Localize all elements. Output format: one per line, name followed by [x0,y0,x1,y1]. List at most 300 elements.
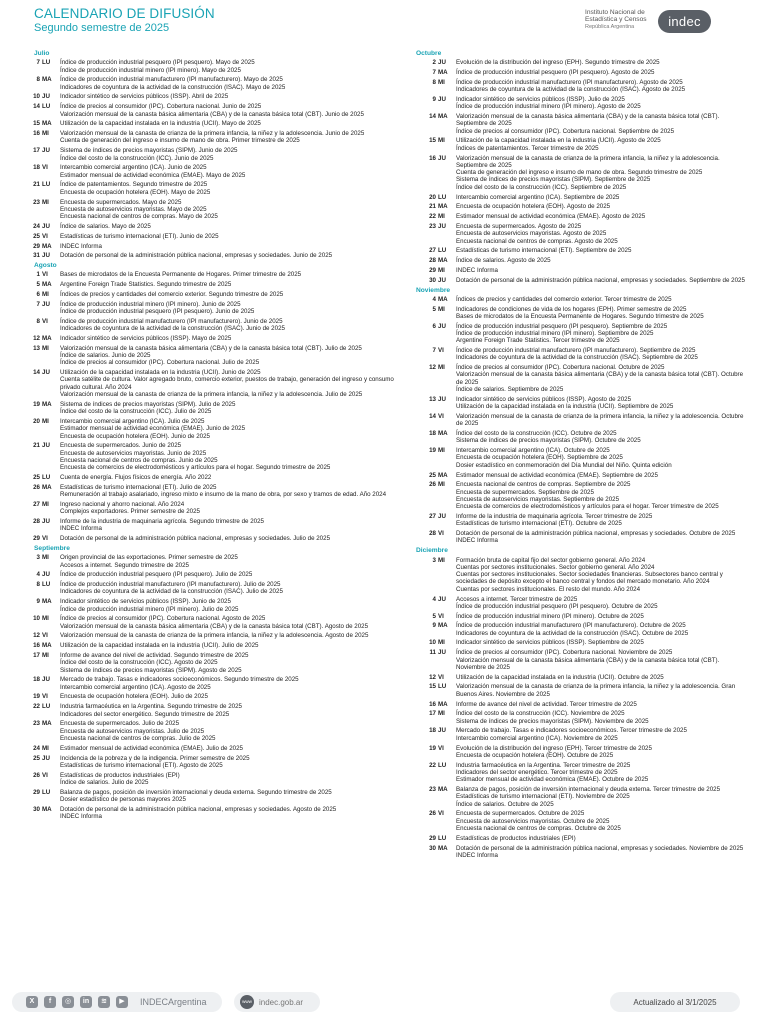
publication-item: Índice del costo de la construcción (ICC). Octubre de 2025 [456,430,617,438]
weekday: MA [42,720,52,728]
day-number: 23 [33,720,40,728]
calendar-entry [18,401,400,416]
publication-item: Valorización mensual de la canasta básica alimentaria (CBA) y de la canasta básica total (CBT). Octubre de 2025 [456,371,744,386]
entry-date [404,347,456,362]
weekday: JU [438,595,446,603]
publication-item: Indicador sintético de servicios públicos (ISSP). Junio de 2025 [60,598,231,606]
weekday: JU [438,154,446,162]
publication-item: Encuesta de ocupación hotelera (EOH). Julio de 2025 [60,693,208,701]
day-number: 19 [429,447,436,455]
entry-date [404,710,456,725]
spotify-icon[interactable]: ≋ [98,996,110,1008]
calendar-right-column [404,48,750,862]
publication-item: Encuesta de autoservicios mayoristas. Septiembre de 2025 [456,495,620,503]
publication-item: Índice de producción industrial minero (IPI minero). Septiembre de 2025 [456,330,654,337]
weekday: MI [42,500,49,508]
publication-item: Índice del costo de la construcción (ICC). Junio de 2025 [60,154,214,162]
page-title: CALENDARIO DE DIFUSIÓN [34,6,215,21]
day-number: 29 [33,242,40,250]
publication-item: Estadísticas de turismo internacional (ETI). Agosto de 2025 [60,761,223,769]
entry-publications [456,430,750,445]
weekday: VI [438,347,444,355]
calendar-entry [18,164,400,179]
entry-publications [456,267,750,274]
calendar-entry [18,501,400,516]
weekday: LU [438,761,447,769]
publication-item: Indicadores de coyuntura de la actividad de la construcción (ISAC). Agosto de 2025 [456,86,686,94]
day-number: 23 [33,198,40,206]
weekday: MI [438,710,445,718]
day-number: 19 [33,693,40,701]
calendar-entry [18,518,400,533]
entry-date [18,720,60,742]
calendar-entry [404,481,750,510]
entry-date [18,252,60,259]
month-heading: Agosto [34,262,57,270]
publication-item: Dosier estadístico en conmemoración del Día Mundial del Niño. Quinta edición [456,461,672,469]
entry-publications [60,693,400,700]
publication-item: Sistema de índices de precios mayoristas (SIPM). Agosto de 2025 [60,666,242,674]
weekday: MI [438,213,445,221]
entry-publications [456,223,750,245]
entry-date [18,335,60,342]
day-number: 11 [429,649,436,657]
weekday: MA [438,622,448,630]
entry-publications [60,291,400,298]
publication-item: Encuesta nacional de centros de compras. Julio de 2025 [60,734,216,742]
day-number: 3 [432,556,436,564]
entry-date [18,501,60,516]
publication-item: Índices de precios y cantidades del comercio exterior. Tercer trimestre de 2025 [456,295,672,303]
publication-item: Cuentas por sectores institucionales. Sector gobierno general. Año 2024 [456,563,655,571]
calendar-entry [18,789,400,804]
day-number: 6 [432,322,436,330]
calendar-entry [18,571,400,578]
day-number: 27 [429,247,436,255]
entry-publications [60,147,400,162]
weekday: JU [42,222,50,230]
publication-item: Mercado de trabajo. Tasas e indicadores socioeconómicos. Segundo trimestre de 2025 [60,676,299,684]
publication-item: Balanza de pagos, posición de inversión internacional y deuda externa. Tercer trimestre de 2025 [456,786,721,794]
website-url[interactable]: indec.gob.ar [259,997,304,1007]
entry-publications [456,257,750,264]
publication-item: Accesos a internet. Segundo trimestre de 2025 [60,561,189,569]
website-link[interactable] [234,992,320,1012]
publication-item: Índice de salarios. Junio de 2025 [60,352,151,360]
calendar-entry [404,710,750,725]
entry-publications [456,835,750,842]
entry-publications [60,418,400,440]
entry-date [404,277,456,284]
day-number: 8 [36,76,40,84]
entry-publications [456,762,750,784]
entry-publications [456,203,750,210]
entry-publications [60,772,400,787]
publication-item: Intercambio comercial argentino (ICA). Junio de 2025 [60,164,207,172]
day-number: 26 [429,810,436,818]
weekday: MI [42,198,49,206]
publication-item: Informe de avance del nivel de actividad. Tercer trimestre de 2025 [456,700,637,708]
calendar-entry [404,845,750,860]
weekday: MA [42,805,52,813]
entry-date [18,745,60,752]
publication-item: Índice de salarios. Agosto de 2025 [456,257,551,265]
entry-date [18,755,60,770]
day-number: 8 [36,581,40,589]
weekday: MI [42,744,49,752]
institution-name [585,9,665,31]
publication-item: Encuesta de autoservicios mayoristas. Julio de 2025 [60,727,205,735]
day-number: 5 [36,281,40,289]
entry-date [18,571,60,578]
weekday: MI [438,137,445,145]
weekday: MA [42,483,52,491]
weekday: MI [438,556,445,564]
publication-item: Índice de producción industrial pesquero (IPI pesquero). Mayo de 2025 [60,59,255,67]
entry-date [18,676,60,691]
entry-publications [456,622,750,637]
calendar-entry [18,554,400,569]
calendar-entry [404,701,750,708]
calendar-entry [18,103,400,118]
publication-item: Valorización mensual de la canasta básica alimentaria (CBA) y de la canasta básica total (CBT). Agosto de 2025 [60,622,369,630]
publication-item: Encuesta de ocupación hotelera (EOH). Mayo de 2025 [60,188,211,196]
publication-item: Industria farmacéutica en la Argentina. Tercer trimestre de 2025 [456,761,631,769]
entry-publications [456,810,750,832]
entry-publications [456,557,750,593]
publication-item: Sistema de índices de precios mayoristas (SIPM). Septiembre de 2025 [456,176,651,184]
publication-item: Encuesta nacional de centros de compras. Agosto de 2025 [456,237,618,245]
weekday: MI [42,651,49,659]
publication-item: Intercambio comercial argentino (ICA). Septiembre de 2025 [456,193,620,201]
weekday: LU [42,103,51,111]
publication-item: Indicadores de coyuntura de la actividad de la construcción (ISAC). Julio de 2025 [60,588,283,596]
day-number: 18 [33,676,40,684]
publication-item: Encuesta de comercios de electrodomésticos y artículos para el hogar. Tercer trimestre de 2025 [456,503,719,511]
day-number: 16 [33,130,40,138]
calendar-entry [18,120,400,127]
entry-date [404,213,456,220]
weekday: VI [42,771,48,779]
publication-item: INDEC Informa [456,266,498,274]
weekday: VI [42,535,48,543]
day-number: 28 [429,530,436,538]
entry-publications [456,277,750,284]
entry-date [18,369,60,398]
entry-publications [60,76,400,91]
entry-date [18,103,60,118]
entry-date [404,810,456,832]
weekday: JU [42,93,50,101]
calendar-entry [404,347,750,362]
publication-item: Informe de avance del nivel de actividad. Segundo trimestre de 2025 [60,651,249,659]
entry-date [404,137,456,152]
day-number: 17 [33,147,40,155]
publication-item: Indicador sintético de servicios públicos (ISSP). Mayo de 2025 [60,335,232,342]
calendar-entry [18,632,400,639]
weekday: LU [42,474,51,482]
calendar-entry [404,257,750,264]
month-heading: Noviembre [416,286,451,294]
entry-publications [60,703,400,718]
calendar-entry [18,301,400,316]
entry-date [404,247,456,254]
calendar-entry [404,674,750,681]
calendar-entry [404,683,750,698]
calendar-entry [18,676,400,691]
weekday: LU [438,193,447,201]
entry-date [18,401,60,416]
entry-date [18,615,60,630]
publication-item: Indicadores del sector energético. Tercer trimestre de 2025 [456,768,618,776]
weekday: JU [42,442,50,450]
weekday: VI [438,612,444,620]
day-number: 5 [432,305,436,313]
calendar-entry [404,296,750,303]
publication-item: Valorización mensual de la canasta básica alimentaria (CBA) y de la canasta básica total (CBT). Junio de 2025 [60,110,364,118]
entry-date [404,701,456,708]
publication-item: Índice de precios al consumidor (IPC). Cobertura nacional. Junio de 2025 [60,103,262,111]
entry-publications [60,181,400,196]
calendar-entry [18,147,400,162]
weekday: LU [438,247,447,255]
calendar-entry [404,810,750,832]
publication-item: Utilización de la capacidad instalada en la industria (UCII). Agosto de 2025 [456,137,661,145]
entry-date [404,296,456,303]
entry-publications [60,93,400,100]
entry-date [404,413,456,428]
publication-item: Encuesta de ocupación hotelera (EOH). Junio de 2025 [60,432,210,440]
publication-item: Valorización mensual de la canasta de crianza de la primera infancia, la niñez y la adolescencia. Octubre de 2025 [456,412,744,428]
day-number: 26 [429,481,436,489]
weekday: VI [438,744,444,752]
weekday: VI [438,810,444,818]
day-number: 14 [429,113,436,121]
entry-publications [456,194,750,201]
weekday: MI [42,615,49,623]
entry-date [404,396,456,411]
day-number: 29 [429,834,436,842]
publication-item: Complejos exportadores. Primer semestre de 2025 [60,508,200,516]
weekday: MA [42,598,52,606]
entry-publications [60,335,400,342]
entry-publications [60,535,400,542]
day-number: 31 [33,252,40,260]
month-heading: Diciembre [416,547,448,555]
day-number: 30 [429,276,436,284]
publication-item: Estadísticas de turismo internacional (ETI). Septiembre de 2025 [456,247,632,255]
entry-publications [456,347,750,362]
weekday: VI [42,164,48,172]
day-number: 24 [33,222,40,230]
entry-date [404,835,456,842]
entry-date [18,418,60,440]
entry-publications [60,755,400,770]
entry-publications [60,484,400,499]
entry-date [404,267,456,274]
publication-item: Estadísticas de productos industriales (EPI) [60,771,180,779]
entry-date [404,203,456,210]
publication-item: Bases de microdatos de la Encuesta Permanente de Hogares. Segundo trimestre de 2025 [456,312,704,320]
day-number: 16 [429,154,436,162]
entry-date [404,513,456,528]
publication-item: Industria farmacéutica en la Argentina. Segundo trimestre de 2025 [60,703,242,711]
calendar-entry [404,430,750,445]
publication-item: Índice de producción industrial pesquero (IPI pesquero). Septiembre de 2025 [456,322,668,330]
calendar-entry [404,69,750,76]
day-number: 4 [432,295,436,303]
entry-date [404,430,456,445]
day-number: 15 [429,683,436,691]
linkedin-icon[interactable]: in [80,996,92,1008]
weekday: VI [42,232,48,240]
x-icon[interactable]: X [26,996,38,1008]
weekday: LU [42,788,51,796]
calendar-entry [404,622,750,637]
calendar-entry [18,772,400,787]
publication-item: Estimador mensual de actividad económica (EMAE). Junio de 2025 [60,425,246,433]
entry-date [404,649,456,671]
publication-item: Bases de microdatos de la Encuesta Permanente de Hogares. Primer trimestre de 2025 [60,271,302,279]
entry-date [404,622,456,637]
weekday: VI [438,673,444,681]
calendar-entry [18,615,400,630]
weekday: VI [438,412,444,420]
publication-item: Encuesta de autoservicios mayoristas. Agosto de 2025 [456,230,607,238]
entry-date [18,693,60,700]
weekday: MA [438,203,448,211]
day-number: 24 [33,744,40,752]
youtube-icon[interactable]: ▶ [116,996,128,1008]
entry-publications [60,615,400,630]
weekday: LU [42,59,51,67]
weekday: VI [42,693,48,701]
calendar-entry [404,639,750,646]
entry-date [18,271,60,278]
entry-publications [456,649,750,671]
publication-item: INDEC Informa [60,525,102,533]
calendar-entry [404,596,750,611]
institution-line-2: Estadística y Censos [585,16,647,24]
publication-item: Encuesta de supermercados. Agosto de 2025 [456,222,582,230]
calendar-entry [404,762,750,784]
publication-item: Encuesta de supermercados. Junio de 2025 [60,442,182,450]
calendar-entry [404,223,750,245]
entry-date [404,472,456,479]
publication-item: Estadísticas de turismo internacional (ETI). Julio de 2025 [60,483,217,491]
day-number: 22 [33,703,40,711]
day-number: 6 [36,291,40,299]
calendar-entry [18,199,400,221]
entry-publications [60,252,400,259]
publication-item: Estadísticas de turismo internacional (ETI). Octubre de 2025 [456,520,622,528]
weekday: MA [438,786,448,794]
entry-publications [456,481,750,510]
entry-date [404,69,456,76]
calendar-entry [404,447,750,469]
instagram-icon[interactable]: ◎ [62,996,74,1008]
day-number: 7 [36,59,40,67]
entry-publications [60,318,400,333]
entry-publications [60,632,400,639]
entry-publications [60,501,400,516]
day-number: 23 [429,222,436,230]
indec-logo: indec [658,10,711,33]
weekday: JU [438,513,446,521]
publication-item: Indicadores de coyuntura de la actividad de la construcción (ISAC). Mayo de 2025 [60,83,286,91]
weekday: JU [438,395,446,403]
publication-item: Sistema de índices de precios mayoristas (SIPM). Octubre de 2025 [456,437,641,445]
publication-item: Encuesta de autoservicios mayoristas. Mayo de 2025 [60,205,207,213]
calendar-entry [404,194,750,201]
calendar-entry [404,727,750,742]
entry-date [18,318,60,333]
weekday: MA [42,335,52,342]
publication-item: INDEC Informa [60,813,102,821]
publication-item: Encuesta nacional de centros de compras. Octubre de 2025 [456,825,621,833]
entry-date [18,147,60,162]
entry-publications [456,472,750,479]
entry-date [404,639,456,646]
entry-publications [60,233,400,240]
day-number: 10 [33,615,40,623]
publication-item: Encuesta de ocupación hotelera (EOH). Septiembre de 2025 [456,454,623,462]
day-number: 13 [429,395,436,403]
weekday: JU [438,649,446,657]
entry-publications [60,243,400,250]
day-number: 25 [33,232,40,240]
facebook-icon[interactable]: f [44,996,56,1008]
social-handle[interactable]: INDECArgentina [140,997,207,1007]
calendar-entry [404,364,750,393]
entry-date [404,727,456,742]
publication-item: Encuesta nacional de centros de compras. Mayo de 2025 [60,213,218,221]
entry-publications [456,364,750,393]
weekday: LU [438,683,447,691]
month-heading: Julio [34,50,50,57]
calendar-entry [18,474,400,481]
entry-publications [456,513,750,528]
publication-item: Intercambio comercial argentino (ICA). Octubre de 2025 [456,447,610,455]
day-number: 19 [33,400,40,408]
publication-item: Argentine Foreign Trade Statistics. Tercer trimestre de 2025 [456,337,620,345]
entry-publications [456,596,750,611]
publication-item: Sistema de índices de precios mayoristas (SIPM). Noviembre de 2025 [456,717,649,725]
weekday: VI [438,530,444,538]
entry-date [404,113,456,135]
weekday: MA [438,257,448,265]
day-number: 14 [429,412,436,420]
page-footer [12,992,756,1014]
entry-publications [456,745,750,760]
publication-item: Índices de precios y cantidades del comercio exterior. Segundo trimestre de 2025 [60,291,284,299]
weekday: LU [42,581,51,589]
institution-line-1: Instituto Nacional de [585,9,645,16]
entry-date [404,762,456,784]
weekday: MA [42,281,52,289]
entry-date [18,598,60,613]
publication-item: Valorización mensual de la canasta de crianza de la primera infancia, la niñez y la adolescencia. Agosto de 2025 [60,632,369,640]
publication-item: Encuesta nacional de centros de compras. Septiembre de 2025 [456,481,631,489]
entry-publications [60,301,400,316]
day-number: 18 [429,727,436,735]
day-number: 8 [36,317,40,325]
entry-publications [456,683,750,698]
publication-item: Estimador mensual de actividad económica (EMAE). Septiembre de 2025 [456,471,658,479]
entry-publications [60,130,400,145]
weekday: MA [42,120,52,128]
day-number: 17 [429,710,436,718]
